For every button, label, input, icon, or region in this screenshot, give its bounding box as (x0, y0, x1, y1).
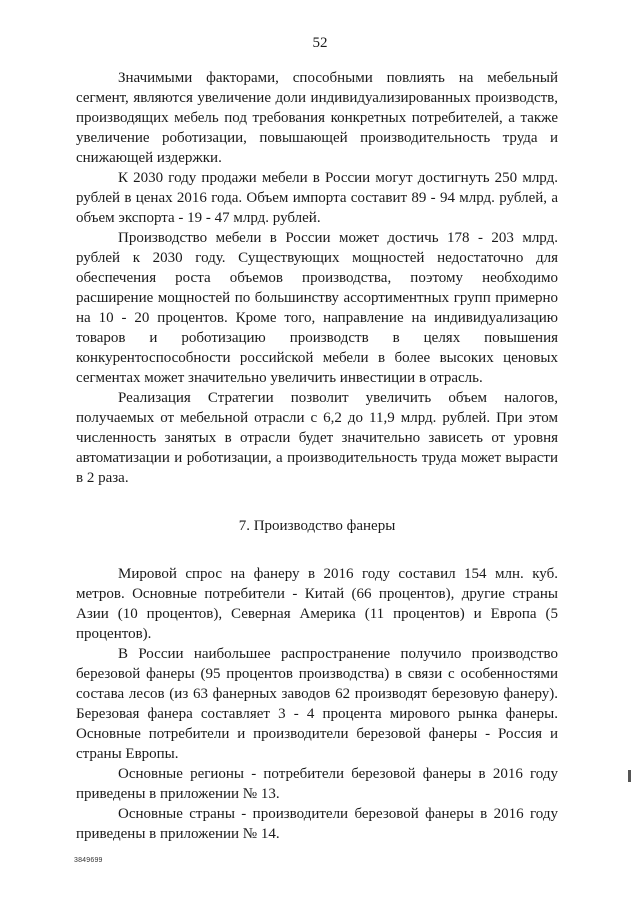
paragraph: Реализация Стратегии позволит увеличить объем налогов, получаемых от мебельной отрасли с 6,2 до 11,9 млрд. рублей. При этом численность занятых в отрасли будет значительно зависеть от уровня автоматизации и роботизации, а производительность труда может вырасти в 2 раза. (76, 390, 558, 486)
section-heading: 7. Производство фанеры (238, 518, 396, 534)
paragraph: В России наибольшее распространение получило производство березовой фанеры (95 процентов производства) в связи с особенностями состава лесов (из 63 фанерных заводов 62 производят березовую фанеру). Березовая фанера составляет 3 - 4 процента мирового рынка фанеры. Основные потребители и производители березовой фанеры - Россия и страны Европы. (76, 646, 558, 762)
paragraph: Основные страны - производители березовой фанеры в 2016 году приведены в приложении № 14. (76, 806, 558, 842)
page-body (76, 68, 558, 844)
paragraph: Значимыми факторами, способными повлиять на мебельный сегмент, являются увеличение доли индивидуализированных производств, производящих мебель под требования конкретных потребителей, а также увеличение роботизации, повышающей производительность труда и снижающей издержки. (76, 70, 558, 166)
paragraph: Производство мебели в России может достичь 178 - 203 млрд. рублей к 2030 году. Существующих мощностей недостаточно для обеспечения роста объемов производства, поэтому необходимо расширение мощностей по большинству ассортиментных групп примерно на 10 - 20 процентов. Кроме того, направление на индивидуализацию товаров и роботизацию производств в целях повышения конкурентоспособности российской мебели в более высоких ценовых сегментах может значительно увеличить инвестиции в отрасль. (76, 230, 558, 386)
page-number: 52 (312, 35, 328, 51)
paragraph: Основные регионы - потребители березовой фанеры в 2016 году приведены в приложении № 13. (76, 766, 558, 802)
document-code: 3849699 (74, 857, 103, 864)
paragraph: К 2030 году продажи мебели в России могут достигнуть 250 млрд. рублей в ценах 2016 года. Объем импорта составит 89 - 94 млрд. рублей, а объем экспорта - 19 - 47 млрд. рублей. (76, 170, 558, 226)
paragraph: Мировой спрос на фанеру в 2016 году составил 154 млн. куб. метров. Основные потребители - Китай (66 процентов), другие страны Азии (10 процентов), Северная Америка (11 процентов) и Европа (5 процентов). (76, 566, 558, 642)
scan-edge-mark (628, 770, 631, 782)
